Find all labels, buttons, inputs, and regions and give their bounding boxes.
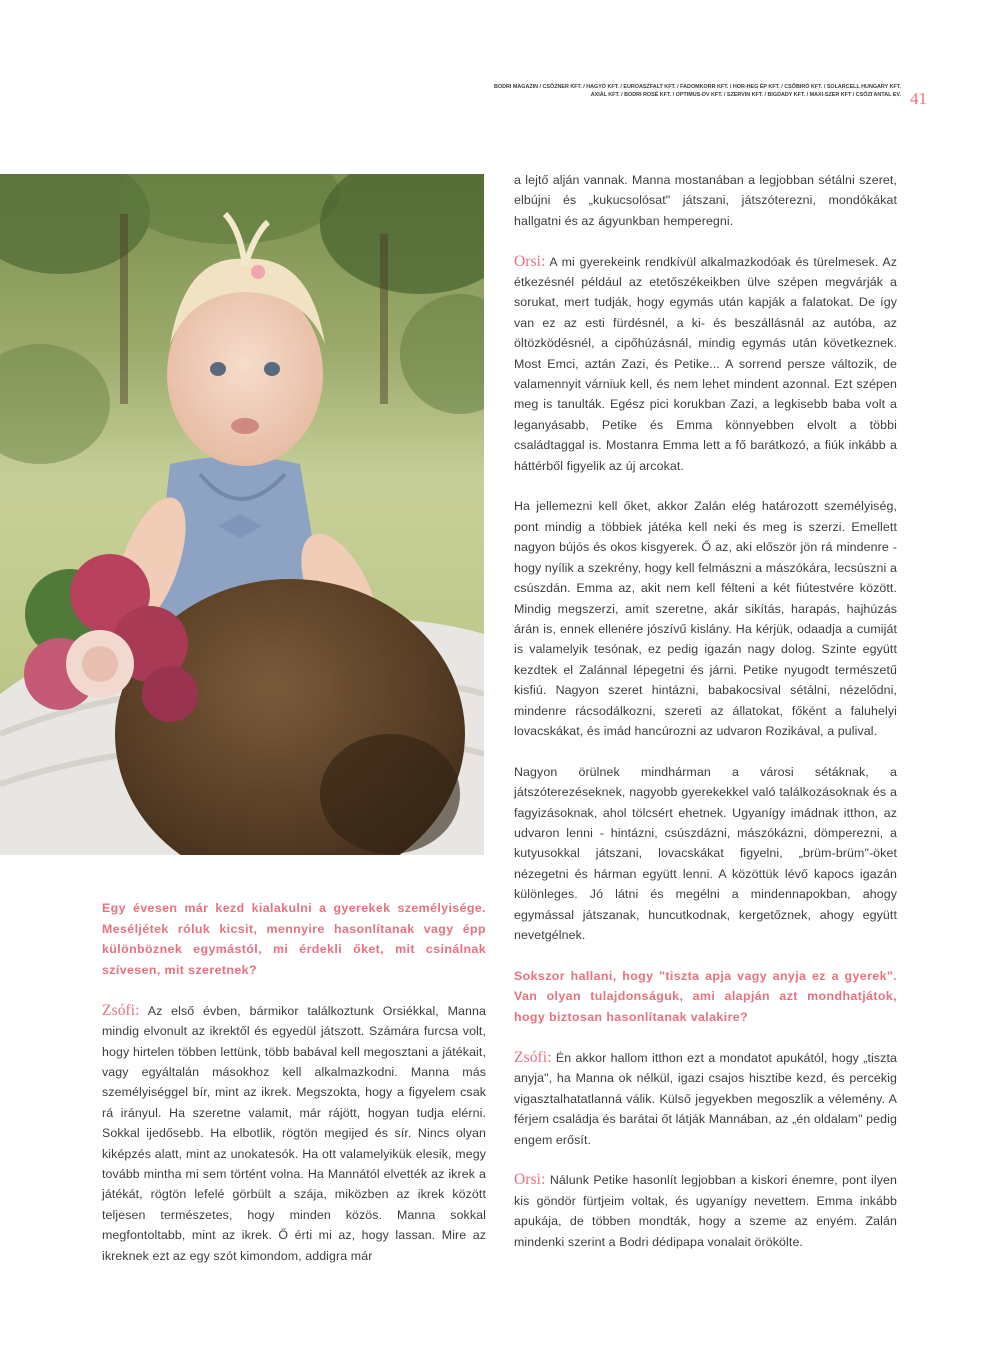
- speaker-label: Orsi:: [514, 252, 546, 270]
- photo-child-with-flowers: [0, 174, 484, 855]
- left-column: [102, 898, 486, 1286]
- sponsor-line-1: BODRI MAGAZIN / CSŐZNER KFT. / HAGYÓ KFT. / EUROASZFALT KFT. / FADOMKORR KFT. / HOR-HEG ÉP KFT. / CSŐBIRÓ KFT. / SOLARCELL HUNGARY KFT.: [494, 84, 901, 90]
- answer-orsi-2: [514, 1170, 897, 1252]
- right-column: [514, 170, 897, 1272]
- continuation-paragraph: a lejtő alján vannak. Manna mostanában a legjobban sétálni szeret, elbújni és „kukucsolósat" játszani, játszóterezni, mondókákat hallgatni és az ágyunkban hemperegni.: [514, 173, 897, 228]
- page-number: 41: [910, 89, 927, 108]
- speaker-label: Orsi:: [514, 1171, 546, 1189]
- answer-zsofi-1: [102, 1001, 486, 1266]
- answer-text: Én akkor hallom itthon ezt a mondatot apukától, hogy „tiszta anyja", ha Manna ok nélkül, igazi csajos hisztibe kezd, és percekig vigasztalhatatlanná válik. Külső jegyekben megoszlik a vélemény. A férjem családja és barátai őt látják Mannában, az „én oldalam" pedig engem erősít.: [514, 1050, 897, 1147]
- answer-orsi-1: [514, 252, 897, 476]
- speaker-label: Zsófi:: [102, 1001, 140, 1019]
- answer-text: A mi gyerekeink rendkívül alkalmazkodóak és türelmesek. Az étkezésnél például az etetőszékeikben ülve szépen megvárják a sorukat, mert tudják, hogy egymás után kapják a falatokat. De így van ez az esti fürdésnél, a ki- és beszállásnál az autóba, az öltözködésnél, a cipőhúzásnál, mindig egymás után következnek. Most Emci, aztán Zazi, és Petike... A sorrend persze változik, de valamennyit várniuk kell, és nem lehet mindent azonnal. Ezt szépen meg is tanulták. Egész pici korukban Zazi, a legkisebb baba volt a leganyásabb, Petike és Emma könnyebben elvolt a többi családtaggal is. Mostanra Emma lett a fő barátkozó, a fiúk inkább a háttérből figyelik az új arcokat.: [514, 254, 898, 473]
- sponsor-line-2: AXIÁL KFT. / BODRI ROSÉ KFT. / OPTIMUS-DV KFT. / SZERVIN KFT. / BIGDADY KFT. / MAXI-SZER KFT / CSŐZI ANTAL EV.: [590, 91, 901, 98]
- speaker-label: Zsófi:: [514, 1048, 552, 1066]
- interview-question-2: Sokszor hallani, hogy "tiszta apja vagy anyja ez a gyerek". Van olyan tulajdonságuk, ami alapján azt mondhatjátok, hogy biztosan hasonlítanak valakire?: [514, 968, 897, 1024]
- sponsor-list: [431, 84, 901, 99]
- interview-question-1: Egy évesen már kezd kialakulni a gyerekek személyisége. Meséljétek róluk kicsit, mennyire hasonlítanak vagy épp különböznek egymástól, mi érdekli őket, mit csinálnak szívesen, mit szeretnek?: [102, 901, 486, 977]
- paragraph-personalities: Ha jellemezni kell őket, akkor Zalán elég határozott személyiség, pont mindig a többiek játéka kell neki és meg is szerzi. Emellett nagyon bújós és okos kisgyerek. Ő az, aki először jön rá mindenre - hogy nyílik a szekrény, hogy kell felmászni a mászókára, lecsúszni a csúszdán. Emma az, akit nem kell félteni a két fiútestvére között. Mindig megszerzi, amit szeretne, akár sikítás, harapás, hajhúzás árán is, ennek ellenére jószívű kislány. Ha kérjük, odaadja a cumiját is valamelyik tesónak, ez pedig igazán nagy dolog. Szinte együtt kezdtek el Zalánnal lépegetni és járni. Petike nyugodt természetű kisfiú. Nagyon szeret hintázni, babakocsival sétálni, nézelődni, mindenre rácsodálkozni, szereti az állatokat, főként a faluhelyi lovacskákat, és imád hancúrozni az udvaron Rozikával, a pulival.: [514, 499, 897, 738]
- answer-text: Nálunk Petike hasonlít legjobban a kiskori énemre, pont ilyen kis göndör fürtjeim voltak, és ugyanígy nevettem. Emma inkább apukája, de többen mondták, hogy a szeme az enyém. Zalán mindenki szerint a Bodri dédipapa vonalait örökölte.: [514, 1173, 898, 1249]
- paragraph-activities: Nagyon örülnek mindhárman a városi sétáknak, a játszóterezéseknek, nagyobb gyerekekkel való találkozásoknak és a fagyizásoknak, ahol tölcsért ehetnek. Ugyanígy imádnak itthon, az udvaron lenni - hintázni, csúszdázni, mászókázni, dömperezni, a kutyusokkal játszani, lovacskákat figyelni, „brüm-brüm"-öket nézegetni és hárman együtt lenni. A közöttük lévő kapocs igazán különleges. Jó látni és megélni a mindennapokban, ahogy egymással játszanak, huncutkodnak, kergetőznek, ahogy együtt nevetgélnek.: [514, 764, 897, 942]
- answer-text: Az első évben, bármikor találkoztunk Orsiékkal, Manna mindig elvonult az ikrektől és egyedül játszott. Számára furcsa volt, hogy hirtelen többen lettünk, több babával kell megosztani a játékait, vagy egyáltalán másokhoz kell alkalmazkodni. Manna más személyiséggel bír, mint az ikrek. Megszokta, hogy a figyelem csak rá irányul. Ha szeretne valamit, már rájött, hogyan tudja elérni. Sokkal ijedősebb. Ha elbotlik, rögtön megijed és sír. Nincs olyan kiképzés alatt, mint az unokatesók. Ha ott valamelyikük elesik, megy tovább mintha mi sem történt volna. Ha Mannától elvették az ikrek a játékát, rögtön lefelé görbült a szája, miközben az ikrek között teljesen természetes, hogy minden közös. Manna sokkal megfontoltabb, mint az ikrek. Ő érti mi az, hogy lassan. Mire az ikreknek ezt az egy szót kimondom, addigra már: [102, 1003, 486, 1263]
- header-sponsors: [431, 84, 901, 99]
- answer-zsofi-2: [514, 1048, 897, 1150]
